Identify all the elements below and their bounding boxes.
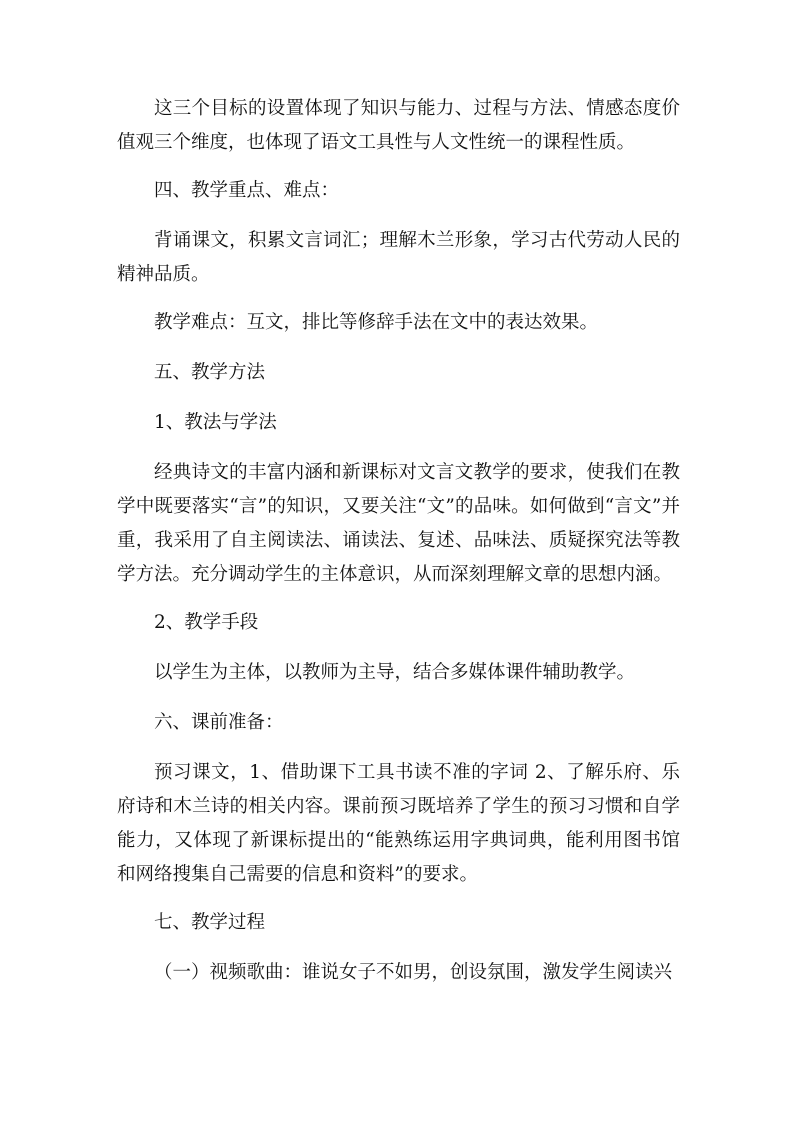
heading-methods: 五、教学方法: [154, 362, 266, 383]
heading-preparation: 六、课前准备：: [154, 712, 284, 733]
paragraph-preparation: 预习课文，1、借助课下工具书读不准的字词 2、了解乐府、乐府诗和木兰诗的相关内容。课前预习既培养了学生的预习习惯和自学能力，又体现了新课标提出的“能熟练运用字典词典，能利用图书馆和网络搜集自己需要的信息和资料”的要求。: [117, 762, 680, 885]
paragraph-methods: 经典诗文的丰富内涵和新课标对文言文教学的要求，使我们在教学中既要落实“言”的知识，又要关注“文”的品味。如何做到“言文”并重，我采用了自主阅读法、诵读法、复述、品味法、质疑探究法等教学方法。充分调动学生的主体意识，从而深刻理解文章的思想内涵。: [117, 462, 680, 585]
paragraph-goals-summary: 这三个目标的设置体现了知识与能力、过程与方法、情感态度价值观三个维度，也体现了语文工具性与人文性统一的课程性质。: [117, 98, 680, 153]
paragraph-difficulty: 教学难点：互文，排比等修辞手法在文中的表达效果。: [154, 312, 599, 333]
paragraph-teaching-means: 以学生为主体，以教师为主导，结合多媒体课件辅助教学。: [154, 662, 636, 683]
subheading-teaching-means: 2、教学手段: [154, 612, 259, 633]
paragraph-key-points: 背诵课文，积累文言词汇；理解木兰形象，学习古代劳动人民的精神品质。: [117, 230, 680, 285]
heading-key-points: 四、教学重点、难点：: [154, 180, 340, 201]
paragraph-process-intro: （一）视频歌曲：谁说女子不如男，创设氛围，激发学生阅读兴: [154, 962, 673, 983]
document-body: [117, 92, 680, 1006]
heading-process: 七、教学过程: [154, 912, 266, 933]
subheading-teaching-learning: 1、教法与学法: [154, 412, 277, 433]
